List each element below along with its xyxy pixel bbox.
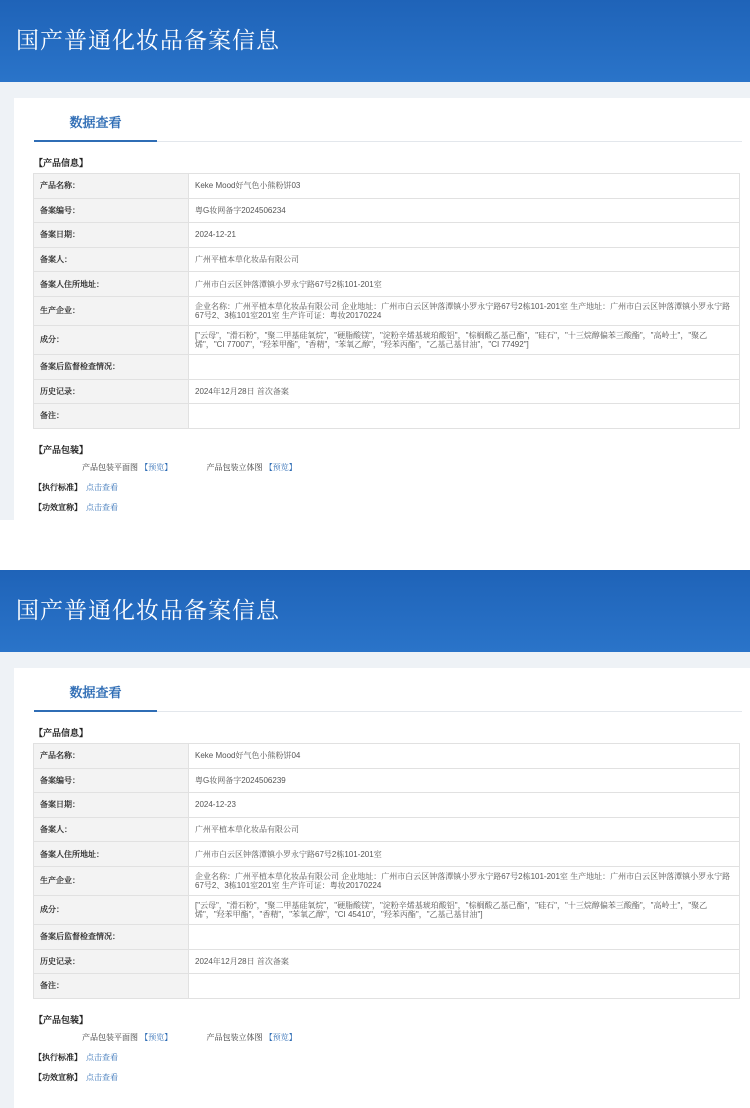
table-row xyxy=(34,768,740,793)
pack-flat-label: 产品包装平面图 xyxy=(82,1032,138,1042)
standard-label: 【执行标准】 xyxy=(34,482,82,492)
efficacy-view-link[interactable]: 点击查看 xyxy=(86,502,118,512)
row-value xyxy=(189,924,740,949)
preview-link-3d[interactable]: 【预览】 xyxy=(264,462,297,472)
table-row xyxy=(34,924,740,949)
page-banner xyxy=(0,0,750,82)
efficacy-line xyxy=(34,502,742,513)
table-row xyxy=(34,247,740,272)
record-panel-1 xyxy=(0,0,750,520)
table-row xyxy=(34,296,740,325)
row-value: 2024年12月28日 首次备案 xyxy=(189,949,740,974)
product-info-table xyxy=(33,743,740,999)
row-value: 广州市白云区钟落潭镇小罗永宁路67号2栋101-201室 xyxy=(189,272,740,297)
row-label: 成分： xyxy=(34,895,189,924)
row-value: 广州市白云区钟落潭镇小罗永宁路67号2栋101-201室 xyxy=(189,842,740,867)
packaging-row xyxy=(34,1032,742,1043)
row-value: 2024-12-23 xyxy=(189,793,740,818)
pack-3d-label: 产品包装立体图 xyxy=(206,462,263,472)
table-row xyxy=(34,198,740,223)
table-row xyxy=(34,354,740,379)
pack-3d-label: 产品包装立体图 xyxy=(206,1032,263,1042)
row-label: 备案日期： xyxy=(34,223,189,248)
row-value xyxy=(189,404,740,429)
table-row xyxy=(34,272,740,297)
tab-data-view[interactable]: 数据查看 xyxy=(34,668,157,712)
efficacy-label: 【功效宣称】 xyxy=(34,1072,82,1082)
row-label: 产品名称： xyxy=(34,174,189,199)
efficacy-line xyxy=(34,1072,742,1083)
preview-link-flat[interactable]: 【预览】 xyxy=(140,462,173,472)
row-value: 企业名称：广州平植本草化妆品有限公司 企业地址：广州市白云区钟落潭镇小罗永宁路67号2栋101-201室 生产地址：广州市白云区钟落潭镇小罗永宁路67号2、3栋101室201室 生产许可证：粤妆20170224 xyxy=(189,866,740,895)
table-row xyxy=(34,325,740,354)
tab-bar xyxy=(34,668,742,712)
table-row xyxy=(34,404,740,429)
section-packaging: 【产品包装】 xyxy=(34,444,89,455)
table-row xyxy=(34,866,740,895)
product-info-table xyxy=(33,173,740,429)
content-area xyxy=(0,652,750,1108)
table-row xyxy=(34,793,740,818)
pack-flat-item xyxy=(82,462,172,473)
table-row xyxy=(34,817,740,842)
table-row xyxy=(34,974,740,999)
preview-link-3d[interactable]: 【预览】 xyxy=(264,1032,297,1042)
pack-flat-item xyxy=(82,1032,172,1043)
standard-view-link[interactable]: 点击查看 xyxy=(86,482,118,492)
row-label: 备案后监督检查情况： xyxy=(34,354,189,379)
row-label: 备案编号： xyxy=(34,768,189,793)
row-label: 备案人： xyxy=(34,817,189,842)
table-row xyxy=(34,223,740,248)
row-label: 备案人： xyxy=(34,247,189,272)
row-label: 成分： xyxy=(34,325,189,354)
pack-flat-label: 产品包装平面图 xyxy=(82,462,138,472)
row-value: 广州平植本草化妆品有限公司 xyxy=(189,247,740,272)
record-panel-2 xyxy=(0,570,750,1108)
page-banner xyxy=(0,570,750,652)
row-value: 广州平植本草化妆品有限公司 xyxy=(189,817,740,842)
content-card xyxy=(14,98,750,520)
row-value: 企业名称：广州平植本草化妆品有限公司 企业地址：广州市白云区钟落潭镇小罗永宁路67号2栋101-201室 生产地址：广州市白云区钟落潭镇小罗永宁路67号2、3栋101室201室 生产许可证：粤妆20170224 xyxy=(189,296,740,325)
section-product-info: 【产品信息】 xyxy=(34,158,89,168)
row-value: Keke Mood好气色小熊粉饼04 xyxy=(189,744,740,769)
row-label: 备案人住所地址： xyxy=(34,842,189,867)
table-row xyxy=(34,895,740,924)
row-value xyxy=(189,354,740,379)
row-label: 历史记录： xyxy=(34,949,189,974)
row-value xyxy=(189,974,740,999)
tab-bar xyxy=(34,98,742,142)
row-label: 备案后监督检查情况： xyxy=(34,924,189,949)
section-product-info: 【产品信息】 xyxy=(34,728,89,738)
pack-3d-item xyxy=(206,462,296,473)
row-value: 粤G妆网备字2024506239 xyxy=(189,768,740,793)
page-title: 国产普通化妆品备案信息 xyxy=(16,27,280,53)
table-row xyxy=(34,174,740,199)
efficacy-view-link[interactable]: 点击查看 xyxy=(86,1072,118,1082)
row-value: 2024-12-21 xyxy=(189,223,740,248)
row-label: 历史记录： xyxy=(34,379,189,404)
content-area xyxy=(0,82,750,520)
row-value: 2024年12月28日 首次备案 xyxy=(189,379,740,404)
row-value: ["云母"，"滑石粉"，"聚二甲基硅氧烷"，"硬脂酸镁"，"淀粉辛烯基琥珀酸铝"，"棕榈酸乙基己酯"，"硅石"，"十三烷醇偏苯三酸酯"，"高岭土"，"聚乙烯"，"CI 77007"，"羟苯甲酯"，"香精"，"苯氧乙醇"，"羟苯丙酯"，"乙基己基甘油"，"CI 77492"] xyxy=(189,325,740,354)
row-label: 备案日期： xyxy=(34,793,189,818)
row-label: 产品名称： xyxy=(34,744,189,769)
table-row xyxy=(34,842,740,867)
efficacy-label: 【功效宣称】 xyxy=(34,502,82,512)
row-label: 生产企业： xyxy=(34,296,189,325)
standard-line xyxy=(34,1052,742,1063)
row-label: 生产企业： xyxy=(34,866,189,895)
table-row xyxy=(34,744,740,769)
pack-3d-item xyxy=(206,1032,296,1043)
section-packaging: 【产品包装】 xyxy=(34,1014,89,1025)
row-value: ["云母"，"滑石粉"，"聚二甲基硅氧烷"，"硬脂酸镁"，"淀粉辛烯基琥珀酸铝"，"棕榈酸乙基己酯"，"硅石"，"十三烷醇偏苯三酸酯"，"高岭土"，"聚乙烯"，"羟苯甲酯"，"香精"，"苯氧乙醇"，"CI 45410"，"羟苯丙酯"，"乙基己基甘油"] xyxy=(189,895,740,924)
row-label: 备注： xyxy=(34,404,189,429)
page-title: 国产普通化妆品备案信息 xyxy=(16,597,280,623)
tab-data-view[interactable]: 数据查看 xyxy=(34,98,157,142)
row-label: 备案人住所地址： xyxy=(34,272,189,297)
row-value: 粤G妆网备字2024506234 xyxy=(189,198,740,223)
table-row xyxy=(34,379,740,404)
preview-link-flat[interactable]: 【预览】 xyxy=(140,1032,173,1042)
table-row xyxy=(34,949,740,974)
row-label: 备案编号： xyxy=(34,198,189,223)
content-card xyxy=(14,668,750,1108)
row-label: 备注： xyxy=(34,974,189,999)
standard-view-link[interactable]: 点击查看 xyxy=(86,1052,118,1062)
standard-label: 【执行标准】 xyxy=(34,1052,82,1062)
row-value: Keke Mood好气色小熊粉饼03 xyxy=(189,174,740,199)
packaging-row xyxy=(34,462,742,473)
standard-line xyxy=(34,482,742,493)
